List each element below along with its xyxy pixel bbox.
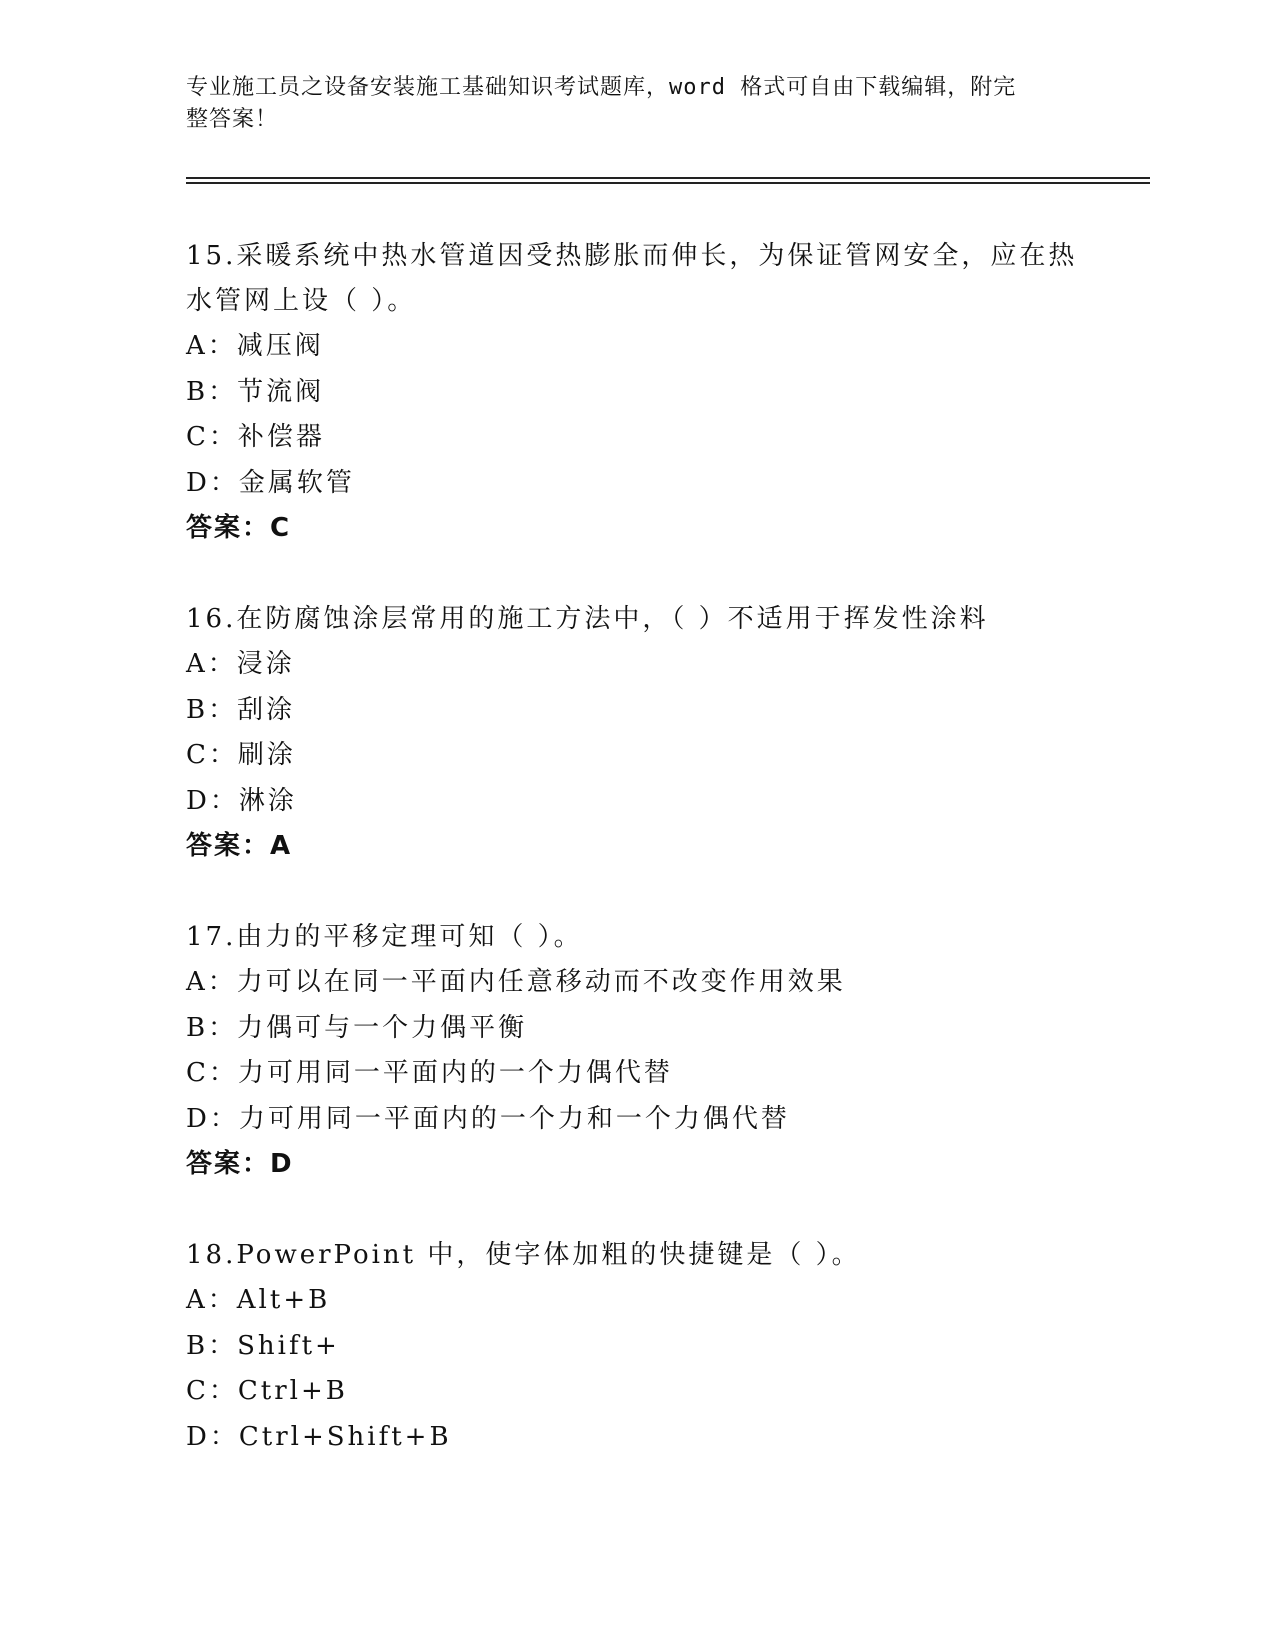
question-stem: 15.采暖系统中热水管道因受热膨胀而伸长，为保证管网安全，应在热水管网上设（ ）。: [186, 241, 1078, 316]
option-key: A：: [186, 967, 237, 997]
option-key: B：: [186, 376, 238, 407]
answer-line: 答案：C: [186, 513, 292, 543]
option-a: [186, 1278, 1086, 1324]
question-stem: 16.在防腐蚀涂层常用的施工方法中，（ ）不适用于挥发性涂料: [186, 604, 989, 634]
option-key: C：: [186, 740, 238, 770]
option-key: A：: [186, 331, 237, 361]
option-a: [186, 642, 1086, 688]
option-text: Alt+B: [236, 1285, 331, 1315]
option-text: 刮涂: [237, 694, 296, 725]
question-15: [186, 234, 1086, 551]
option-a: [186, 324, 1086, 370]
option-d: [186, 1097, 1086, 1143]
question-stem: 17.由力的平移定理可知（ ）。: [186, 922, 583, 952]
option-key: C：: [186, 422, 238, 452]
option-text: 节流阀: [237, 376, 325, 407]
answer-line: 答案：A: [186, 831, 293, 861]
option-key: C：: [186, 1376, 238, 1406]
option-b: [186, 1324, 1086, 1370]
option-text: 浸涂: [236, 649, 295, 679]
header-line-1: 专业施工员之设备安装施工基础知识考试题库，word 格式可自由下载编辑，附完: [186, 75, 1017, 100]
option-key: C：: [186, 1058, 238, 1088]
option-key: D：: [186, 785, 239, 816]
option-key: D：: [186, 1103, 239, 1134]
option-key: A：: [186, 1285, 237, 1315]
option-text: 金属软管: [238, 467, 355, 498]
question-stem: 18.PowerPoint 中，使字体加粗的快捷键是（ ）。: [186, 1240, 861, 1270]
option-key: A：: [186, 649, 237, 679]
document-header: [186, 72, 1066, 136]
question-17: [186, 915, 1086, 1187]
question-18: [186, 1233, 1086, 1460]
option-a: [186, 960, 1086, 1006]
option-key: B：: [186, 1012, 238, 1043]
option-c: [186, 733, 1086, 779]
option-c: [186, 415, 1086, 461]
question-16: [186, 597, 1086, 869]
option-d: [186, 461, 1086, 507]
option-text: 淋涂: [238, 785, 297, 816]
option-b: [186, 1006, 1086, 1052]
option-key: D：: [186, 467, 239, 498]
option-text: 补偿器: [237, 422, 325, 452]
answer-line: 答案：D: [186, 1149, 294, 1179]
header-divider-top: [186, 177, 1150, 179]
option-text: 刷涂: [237, 740, 296, 770]
option-text: 减压阀: [236, 331, 324, 361]
option-text: 力偶可与一个力偶平衡: [237, 1012, 528, 1043]
option-key: D：: [186, 1421, 239, 1452]
option-text: Shift+: [237, 1330, 340, 1361]
header-divider-bottom: [186, 182, 1150, 184]
option-text: Ctrl+B: [237, 1376, 348, 1406]
option-d: [186, 1415, 1086, 1461]
option-key: B：: [186, 1330, 238, 1361]
header-line-2: 整答案！: [186, 107, 279, 132]
option-d: [186, 779, 1086, 825]
option-b: [186, 370, 1086, 416]
option-c: [186, 1051, 1086, 1097]
option-text: 力可以在同一平面内任意移动而不改变作用效果: [236, 967, 846, 997]
option-key: B：: [186, 694, 238, 725]
option-text: Ctrl+Shift+B: [238, 1421, 452, 1452]
option-text: 力可用同一平面内的一个力偶代替: [237, 1058, 673, 1088]
option-c: [186, 1369, 1086, 1415]
option-text: 力可用同一平面内的一个力和一个力偶代替: [238, 1103, 790, 1134]
option-b: [186, 688, 1086, 734]
